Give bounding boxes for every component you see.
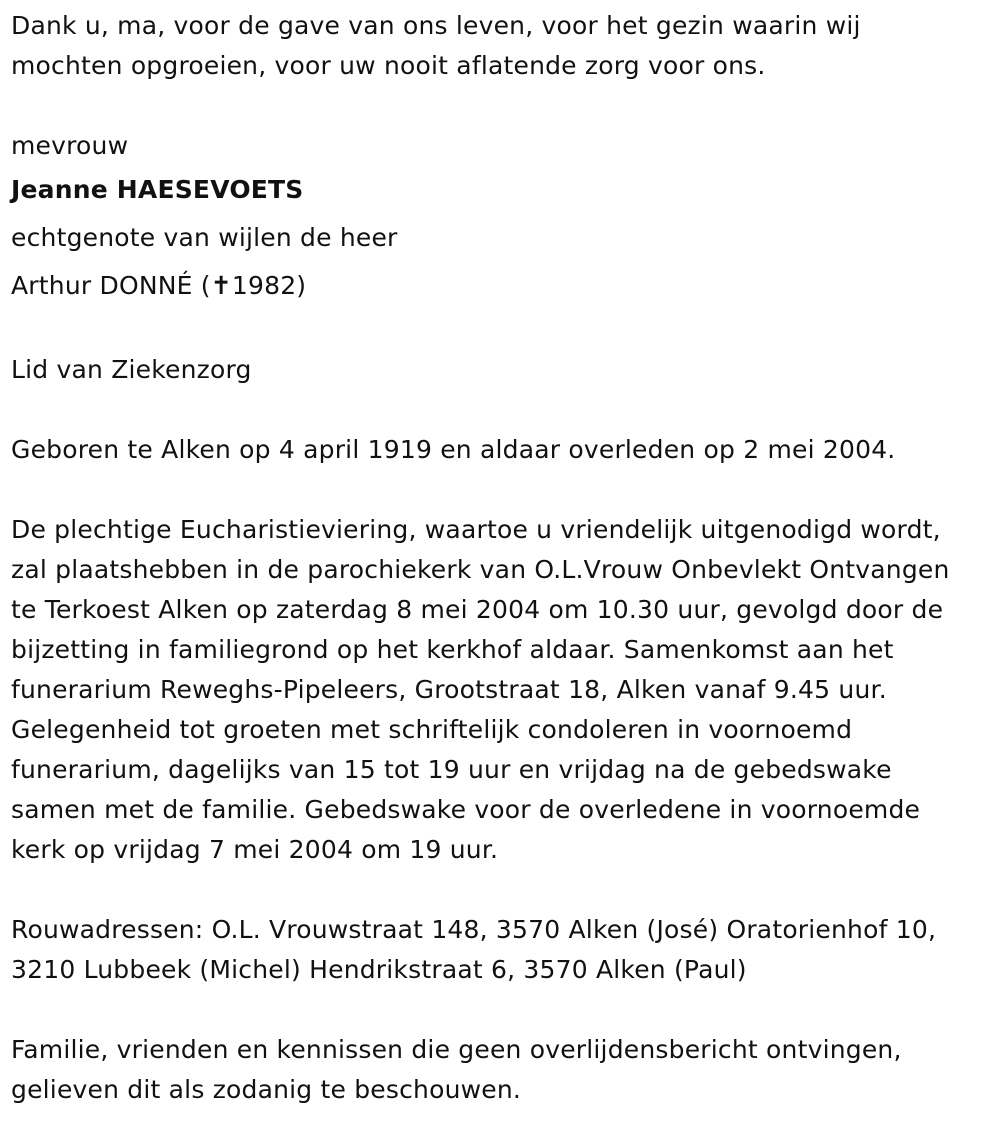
obituary-notice	[11, 6, 991, 1110]
address-line: Rouwadressen: O.L. Vrouwstraat 148, 3570 Alken (José) Oratorienhof 10,	[11, 915, 937, 944]
closing-text	[11, 1030, 991, 1110]
ceremony-line: te Terkoest Alken op zaterdag 8 mei 2004 om 10.30 uur, gevolgd door de	[11, 595, 944, 624]
address-line: 3210 Lubbeek (Michel) Hendrikstraat 6, 3570 Alken (Paul)	[11, 955, 747, 984]
ceremony-line: samen met de familie. Gebedswake voor de overledene in voornoemde	[11, 795, 921, 824]
closing-line: Familie, vrienden en kennissen die geen overlijdensbericht ontvingen,	[11, 1035, 902, 1064]
spacer	[11, 990, 991, 1030]
ceremony-line: zal plaatshebben in de parochiekerk van O.L.Vrouw Onbevlekt Ontvangen	[11, 555, 950, 584]
closing-line: gelieven dit als zodanig te beschouwen.	[11, 1075, 522, 1104]
ceremony-line: kerk op vrijdag 7 mei 2004 om 19 uur.	[11, 835, 499, 864]
intro-line: Dank u, ma, voor de gave van ons leven, voor het gezin waarin wij	[11, 11, 861, 40]
intro-line: mochten opgroeien, voor uw nooit aflatende zorg voor ons.	[11, 51, 766, 80]
spacer	[11, 86, 991, 126]
ceremony-line: funerarium, dagelijks van 15 tot 19 uur en vrijdag na de gebedswake	[11, 755, 892, 784]
deceased-spouse: Arthur DONNÉ (✝1982)	[11, 271, 307, 300]
spacer	[11, 310, 991, 350]
deceased-name: Jeanne HAESEVOETS	[11, 175, 304, 204]
ceremony-line: bijzetting in familiegrond op het kerkhof aldaar. Samenkomst aan het	[11, 635, 894, 664]
deceased-relation: echtgenote van wijlen de heer	[11, 223, 398, 252]
spacer	[11, 870, 991, 910]
deceased-title: mevrouw	[11, 131, 129, 160]
ceremony-text	[11, 510, 991, 870]
ceremony-line: Gelegenheid tot groeten met schriftelijk condoleren in voornoemd	[11, 715, 853, 744]
ceremony-line: funerarium Reweghs-Pipeleers, Grootstraat 18, Alken vanaf 9.45 uur.	[11, 675, 887, 704]
spacer	[11, 390, 991, 430]
spacer	[11, 470, 991, 510]
birth-death-text: Geboren te Alken op 4 april 1919 en aldaar overleden op 2 mei 2004.	[11, 435, 896, 464]
ceremony-line: De plechtige Eucharistieviering, waartoe u vriendelijk uitgenodigd wordt,	[11, 515, 941, 544]
membership-text: Lid van Ziekenzorg	[11, 355, 252, 384]
intro-text	[11, 6, 991, 86]
addresses-text	[11, 910, 991, 990]
deceased-block	[11, 126, 991, 310]
